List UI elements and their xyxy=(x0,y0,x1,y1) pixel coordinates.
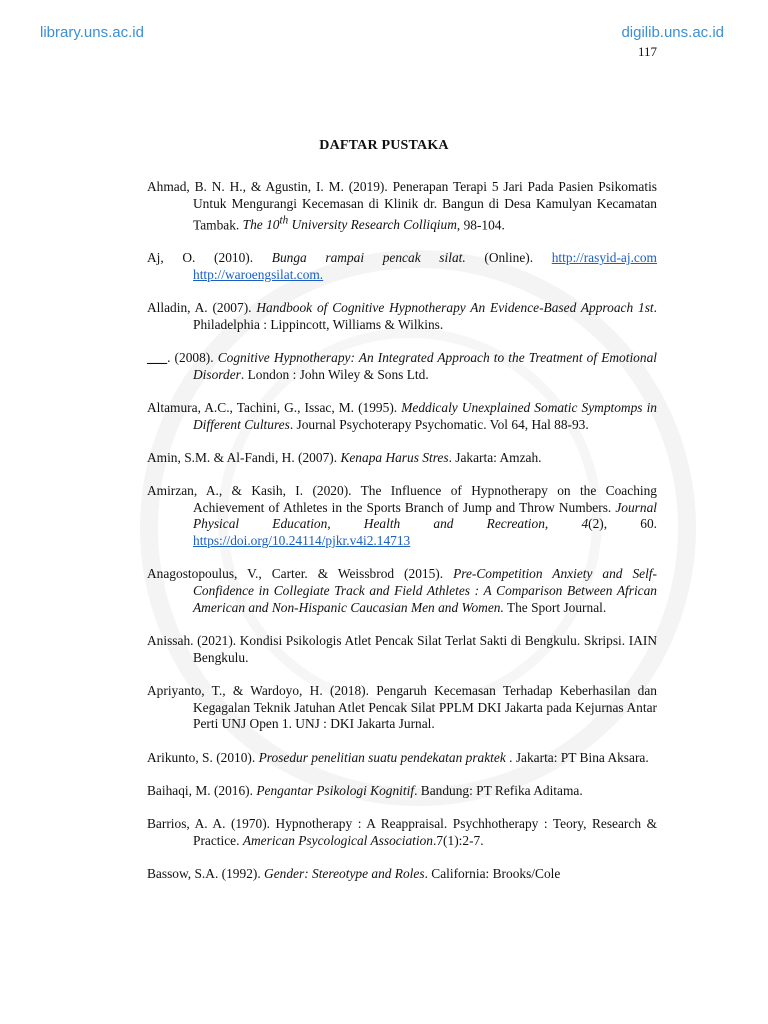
reference-entry-arikunto: Arikunto, S. (2010). Prosedur penelitian suatu pendekatan praktek . Jakarta: PT Bina Aksara. xyxy=(147,749,649,765)
digilib-header-link[interactable]: digilib.uns.ac.id xyxy=(621,24,724,41)
reference-entry-alladin-2007: Alladin, A. (2007). Handbook of Cognitive Hypnotherapy An Evidence-Based Approach 1st. Philadelphia : Lippincott, Williams & Wilkins. xyxy=(147,300,657,332)
reference-entry-anagostopoulus: Anagostopoulus, V., Carter. & Weissbrod (2015). Pre-Competition Anxiety and Self-Confidence in Collegiate Track and Field Athletes : A Comparison Between African American and Non-Hispanic Caucasian Men and Women. The Sport Journal. xyxy=(147,566,657,615)
reference-entry-bassow: Bassow, S.A. (1992). Gender: Stereotype and Roles. California: Brooks/Cole xyxy=(147,865,561,881)
reference-entry-anissah: Anissah. (2021). Kondisi Psikologis Atlet Pencak Silat Terlat Sakti di Bengkulu. Skripsi. IAIN Bengkulu. xyxy=(147,632,657,665)
library-header-link[interactable]: library.uns.ac.id xyxy=(40,24,144,41)
reference-list xyxy=(147,179,657,899)
reference-entry-baihaqi: Baihaqi, M. (2016). Pengantar Psikologi Kognitif. Bandung: PT Refika Aditama. xyxy=(147,782,583,798)
repeat-author-dash: ___ xyxy=(147,349,168,365)
reference-entry-amirzan: Amirzan, A., & Kasih, I. (2020). The Influence of Hypnotherapy on the Coaching Achievement of Athletes in the Sports Branch of Jump and Throw Numbers. Journal Physical Education, Health and Recreation, 4(2), 60. https://doi.org/10.24114/pjkr.v4i2.14713 xyxy=(147,482,657,549)
reference-entry-apriyanto: Apriyanto, T., & Wardoyo, H. (2018). Pengaruh Kecemasan Terhadap Keberhasilan dan Kegagalan Teknik Jatuhan Atlet Pencak Silat PPLM DKI Jakarta pada Kejurnas Antar Perti UNJ Open 1. UNJ : DKI Jakarta Jurnal. xyxy=(147,682,657,732)
reference-entry-altamura: Altamura, A.C., Tachini, G., Issac, M. (1995). Meddicaly Unexplained Somatic Symptomps in Different Cultures. Journal Psychoterapy Psychomatic. Vol 64, Hal 88-93. xyxy=(147,399,658,432)
page-number: 117 xyxy=(637,44,657,59)
rasyid-aj-link[interactable]: http://rasyid-aj.com xyxy=(551,250,657,266)
reference-entry-alladin-2008: ___. (2008). Cognitive Hypnotherapy: An Integrated Approach to the Treatment of Emotional Disorder. London : John Wiley & Sons Ltd. xyxy=(147,349,657,382)
page-title: DAFTAR PUSTAKA xyxy=(319,138,449,153)
doi-link[interactable]: https://doi.org/10.24114/pjkr.v4i2.14713 xyxy=(193,533,411,549)
reference-entry-aj: Aj, O. (2010). Bunga rampai pencak silat. (Online). http://rasyid-aj.com http://waroengsilat.com. xyxy=(147,250,657,282)
reference-entry-barrios: Barrios, A. A. (1970). Hypnotherapy : A Reappraisal. Psychhotherapy : Teory, Research & Practice. American Psycological Association.7(1):2-7. xyxy=(147,815,657,848)
reference-entry-amin: Amin, S.M. & Al-Fandi, H. (2007). Kenapa Harus Stres. Jakarta: Amzah. xyxy=(147,449,542,465)
reference-entry-ahmad: Ahmad, B. N. H., & Agustin, I. M. (2019). Penerapan Terapi 5 Jari Pada Pasien Psikomatis Untuk Mengurangi Kecemasan di Klinik dr. Bangun di Desa Kamulyan Kecamatan Tambak. The 10th University Research Colliqium, 98-104. xyxy=(147,179,657,233)
waroengsilat-link[interactable]: http://waroengsilat.com. xyxy=(193,266,324,282)
